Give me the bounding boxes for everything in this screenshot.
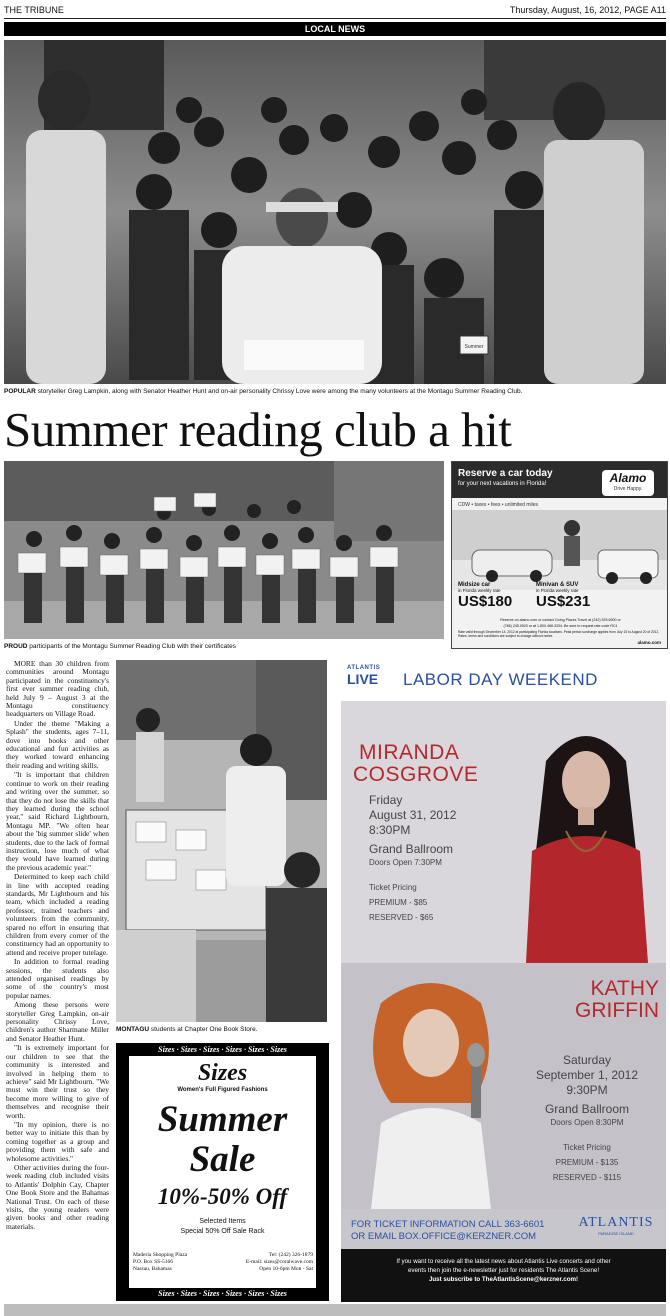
article-paragraph: Under the theme "Making a Splash" the students, ages 7–11, dove into books and other educational and fun activities as they worked toward enhancing their reading and writing skills. <box>6 718 109 770</box>
caption-text: students at Chapter One Book Store. <box>149 1026 258 1033</box>
alamo-logo <box>602 470 654 496</box>
border-word: Sizes <box>247 1289 265 1298</box>
griffin-name-2: GRIFFIN <box>575 999 659 1022</box>
alamo-site: alamo.com <box>637 640 661 645</box>
ticket-pricing-label: Ticket Pricing <box>563 1143 611 1152</box>
sizes-brand: Sizes <box>197 1060 248 1086</box>
event-doors: Doors Open 8:30PM <box>550 1118 624 1127</box>
sale-selected-items: Selected Items <box>199 1218 246 1225</box>
second-photo <box>4 461 444 639</box>
headline: Summer reading club a hit <box>4 402 512 457</box>
page-header <box>4 4 666 19</box>
sale-line-1: Summer <box>157 1099 288 1140</box>
atlantis-footer-line-2: events then join the e-newsletter just for residents The Atlantis Scene! <box>407 1267 600 1274</box>
sizes-tel: Tel: (242) 326-1879 <box>268 1252 313 1258</box>
border-word: Sizes <box>158 1045 175 1054</box>
sizes-subtitle: Women's Full Figured Fashions <box>177 1087 268 1093</box>
atlantis-ad <box>341 657 666 1302</box>
alamo-contact-2: (786) 245.0520 or at 1.800.468.3334. Be sure to request rate code RC1 <box>503 624 618 628</box>
alamo-car-illustration <box>452 510 667 590</box>
certificates-photo-illustration <box>4 461 444 639</box>
caption-lead: PROUD <box>4 643 28 650</box>
atlantis-logo-sub: PARADISE ISLAND <box>598 1231 634 1236</box>
dateline: Thursday, August, 16, 2012, PAGE A11 <box>509 5 666 15</box>
caption-lead: MONTAGU <box>116 1026 150 1033</box>
atlantis-live-word: LIVE <box>347 671 379 687</box>
cosgrove-name-2: COSGROVE <box>353 763 479 786</box>
offer-name: Midsize car <box>458 582 491 588</box>
offer-sub: in Florida weekly rate <box>536 588 579 593</box>
article-paragraph: Determined to keep each child in line with accepted reading standards, Mr Lightbourn and his team, which included a reading professor, trained teachers and volunteers from the community, spared no effort in ensuring that children from every corner of the constituency had an opportunity to attend and receive proper tutelage. <box>6 872 109 957</box>
alamo-ad-title: Reserve a car today <box>458 468 553 479</box>
alamo-fine-print: Rate valid through December 14, 2012 at participating Florida locations. Peak period surcharge applies from July 15 to August 20 of 2012. Rates, terms and conditions are subject to change without notice. <box>458 630 660 638</box>
cosgrove-name-1: MIRANDA <box>359 741 460 764</box>
article-paragraph: Other activities during the four-week reading club included visits to Atlantis' Dolphin Cay, Chapter One Book Store and the Bahamas National Trust. On each of these visits, the young readers were given books and other reading materials. <box>6 1162 109 1231</box>
third-photo-caption <box>116 1026 327 1034</box>
border-word: Sizes <box>225 1045 242 1054</box>
offer-price: US$180 <box>458 593 513 610</box>
border-word: Sizes <box>225 1289 242 1298</box>
event-date: August 31, 2012 <box>369 808 457 822</box>
article-paragraph: In addition to formal reading sessions, the students also attended organised readings by some of the country's most popular names. <box>6 957 109 1000</box>
article-paragraph: "In my opinion, there is no better way to initiate this than by coming together as a group and providing them with safe and wholesome activities." <box>6 1119 109 1163</box>
border-word: Sizes <box>270 1045 287 1054</box>
event-time: 8:30PM <box>369 823 411 837</box>
border-word: Sizes <box>180 1045 198 1054</box>
sale-discount: 10%-50% Off <box>157 1184 288 1209</box>
event-venue: Grand Ballroom <box>369 842 454 856</box>
group-photo-illustration <box>4 40 666 384</box>
address-line: Maderia Shopping Plaza <box>133 1252 188 1258</box>
atlantis-ad-title: LABOR DAY WEEKEND <box>403 670 598 689</box>
atlantis-logo <box>573 1215 659 1236</box>
border-word: Sizes <box>270 1289 287 1298</box>
sizes-border-left <box>117 1056 129 1288</box>
article-paragraph: "It is important that children continue to work on their reading and writing over the summer, so that they do not lose the skills that they learned during the school year," said Richard Lightbourn, Montagu MP. "We often hear about the 'big summer slide' when students, due to the lack of formal instruction, lose much of what they would have learned during the previous academic year." <box>6 770 109 872</box>
border-word: Sizes <box>180 1289 198 1298</box>
ticket-reserved: RESERVED - $115 <box>552 1173 622 1182</box>
border-word: Sizes <box>158 1289 175 1298</box>
caption-lead: POPULAR <box>4 388 36 395</box>
alamo-ad-subtitle: for your next vacations in Florida! <box>458 481 547 487</box>
sizes-address <box>133 1252 223 1273</box>
ticket-premium: PREMIUM - $85 <box>369 898 428 907</box>
sizes-border-right <box>316 1056 328 1288</box>
atlantis-contact-line-2: OR EMAIL BOX.OFFICE@KERZNER.COM <box>351 1231 537 1242</box>
event-day: Saturday <box>562 1053 612 1067</box>
atlantis-footer <box>341 1249 666 1302</box>
top-photo <box>4 40 666 384</box>
border-word: Sizes <box>203 1289 220 1298</box>
griffin-name-1: KATHY <box>590 977 659 1000</box>
sale-special-rack: Special 50% Off Sale Rack <box>180 1228 265 1235</box>
offer-sub: in Florida weekly rate <box>458 588 501 593</box>
sizes-hours: Open 10-6pm Mon - Sat <box>259 1266 313 1272</box>
top-photo-caption <box>4 388 666 396</box>
name-tag-label: Summer <box>464 344 484 350</box>
offer-name: Minivan & SUV <box>536 582 579 588</box>
atlantis-live-logo <box>347 665 403 687</box>
address-line: P.O. Box SS-5166 <box>133 1259 174 1265</box>
alamo-tagline: Drive Happy. <box>613 486 643 492</box>
griffin-details <box>521 1053 653 1185</box>
caption-text: storyteller Greg Lampkin, along with Senator Heather Hunt and on-air personality Chrissy Love were among the many volunteers at the Montagu Summer Reading Club. <box>35 388 523 395</box>
sizes-border-bottom: Sizes · Sizes · Sizes · Sizes · Sizes · Sizes <box>117 1288 328 1300</box>
ticket-reserved: RESERVED - $65 <box>369 913 434 922</box>
ticket-premium: PREMIUM - $135 <box>555 1158 619 1167</box>
sizes-ad <box>116 1043 329 1301</box>
atlantis-footer-line-3: Just subscribe to TheAtlantisScene@kerzner.com! <box>428 1276 579 1283</box>
article-body <box>6 660 109 1232</box>
event-date: September 1, 2012 <box>535 1068 639 1082</box>
caption-text: participants of the Montagu Summer Reading Club with their certificates <box>27 643 236 650</box>
atlantis-contact <box>351 1219 581 1243</box>
border-word: Sizes <box>203 1045 220 1054</box>
offer-price: US$231 <box>536 593 591 610</box>
sale-line-2: Sale <box>189 1139 256 1180</box>
sizes-border-top: Sizes · Sizes · Sizes · Sizes · Sizes · Sizes <box>117 1044 328 1056</box>
alamo-ad <box>451 461 668 649</box>
atlantis-live-top: ATLANTIS <box>347 665 381 671</box>
section-banner: LOCAL NEWS <box>4 22 666 36</box>
cosgrove-details <box>369 793 499 925</box>
atlantis-logo-word: ATLANTIS <box>578 1215 654 1230</box>
event-time: 9:30PM <box>566 1083 608 1097</box>
sizes-contact <box>221 1252 313 1273</box>
kathy-griffin-photo <box>341 963 521 1209</box>
alamo-contact-1: Reserve on alamo.com or contact Going Places Travel at (242) 393.6900 or <box>500 618 621 622</box>
bookstore-photo-illustration <box>116 660 327 1022</box>
page-footer-strip <box>4 1304 666 1316</box>
atlantis-footer-line-1: If you want to receive all the latest news about Atlantis Live concerts and other <box>396 1258 611 1265</box>
article-paragraph: Among these persons were storyteller Greg Lampkin, on-air personality Chrissy Love, children's author Sharmane Miller and Senator Heather Hunt. <box>6 1000 109 1043</box>
alamo-brand: Alamo <box>609 471 647 485</box>
address-line: Nassau, Bahamas <box>133 1266 172 1272</box>
event-day: Friday <box>369 793 403 807</box>
paper-name: THE TRIBUNE <box>4 5 64 15</box>
event-venue: Grand Ballroom <box>544 1102 630 1116</box>
alamo-offer-minivan <box>536 582 616 611</box>
border-word: Sizes <box>247 1045 265 1054</box>
event-doors: Doors Open 7:30PM <box>369 858 442 867</box>
atlantis-contact-line-1: FOR TICKET INFORMATION CALL 363-6601 <box>351 1219 545 1230</box>
alamo-ad-features: CDW • taxes • fees • unlimited miles <box>458 502 538 508</box>
ticket-pricing-label: Ticket Pricing <box>369 883 417 892</box>
article-paragraph: "It is extremely important for our children to see that the community is interested and involved in helping them to achieve" said Mr Lightbourn. "We must win their trust so they become more willing to give of themselves and recognise their worth. <box>6 1043 109 1120</box>
article-paragraph: MORE than 30 children from communities around Montagu participated in the constituency's first ever summer reading club, held July 9 – August 3 at the Montagu constituency headquarters on Village Road. <box>6 659 109 719</box>
miranda-cosgrove-photo <box>506 701 666 963</box>
sizes-email: E-mail: sizes@coralwave.com <box>245 1259 313 1265</box>
second-photo-caption <box>4 643 444 651</box>
third-photo <box>116 660 327 1022</box>
